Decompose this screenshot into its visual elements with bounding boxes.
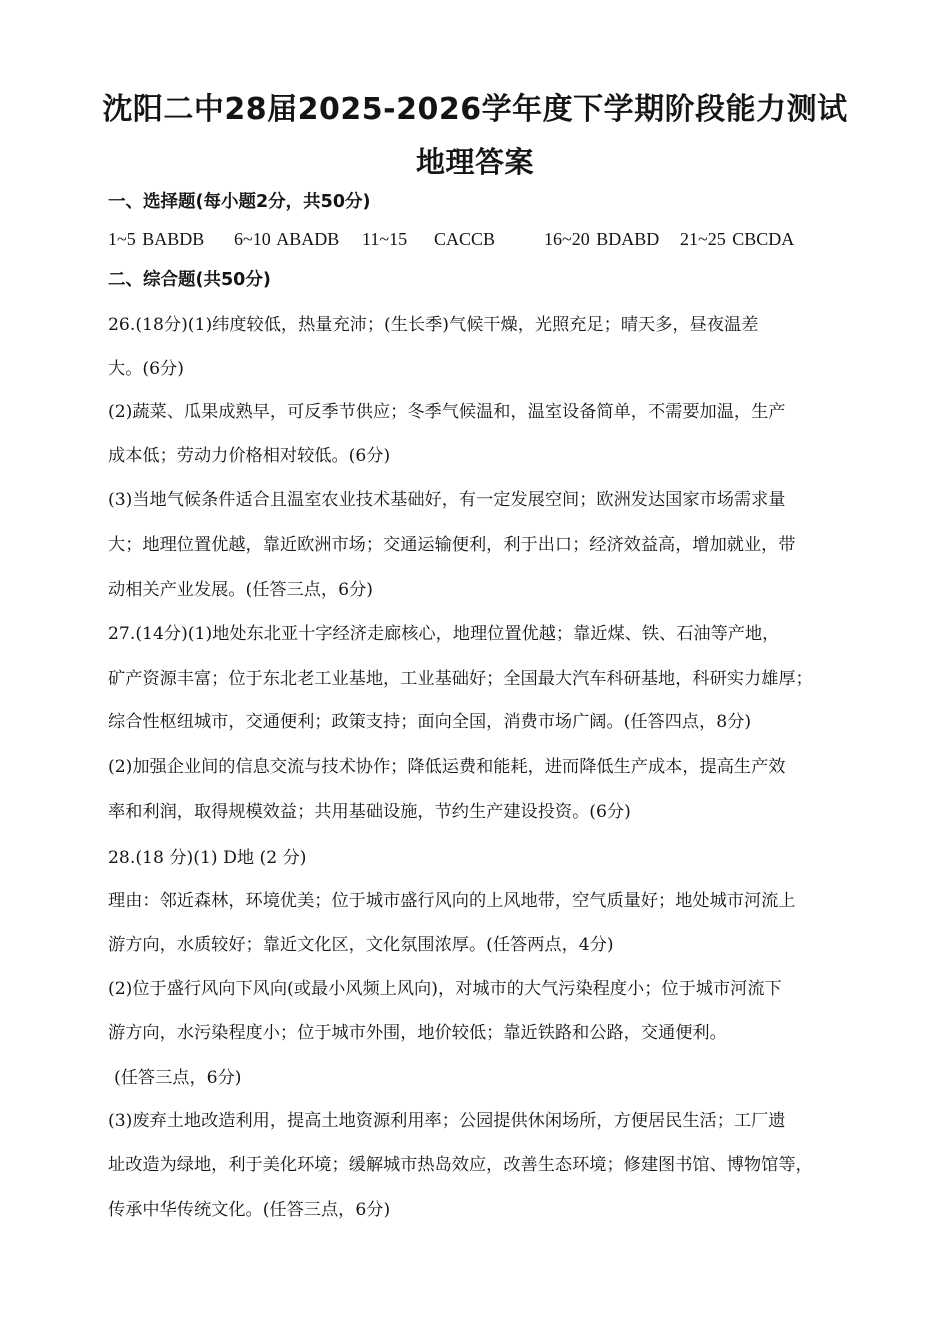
answer-line: 游方向，水质较好；靠近文化区，文化氛围浓厚。(任答两点，4分): [108, 935, 614, 955]
answer-group-21-25: 21~25 CBCDA: [680, 229, 795, 249]
answer-line: (3)当地气候条件适合且温室农业技术基础好，有一定发展空间；欧洲发达国家市场需求量: [108, 490, 786, 510]
answer-line: 28.(18 分)(1) D地 (2 分): [108, 848, 307, 868]
answer-line: 率和利润，取得规模效益；共用基础设施，节约生产建设投资。(6分): [108, 802, 631, 822]
choice-answers-row: [108, 227, 848, 251]
answer-group-16-20: 16~20 BDABD: [544, 229, 660, 249]
answer-group-1-5: 1~5 BABDB: [108, 229, 205, 249]
section-heading-choice: 一、选择题(每小题2分，共50分): [108, 192, 371, 212]
answer-line: 大。(6分): [108, 359, 184, 379]
answer-line: (任答三点，6分): [114, 1068, 242, 1088]
answer-line: 综合性枢纽城市，交通便利；政策支持；面向全国，消费市场广阔。(任答四点，8分): [108, 712, 752, 732]
document-title: 沈阳二中28届2025-2026学年度下学期阶段能力测试: [102, 92, 848, 127]
answer-line: 理由：邻近森林，环境优美；位于城市盛行风向的上风地带，空气质量好；地处城市河流上: [108, 891, 796, 911]
answer-line: 27.(14分)(1)地处东北亚十字经济走廊核心，地理位置优越；靠近煤、铁、石油等产地，: [108, 624, 780, 644]
document-subtitle: 地理答案: [415, 145, 534, 179]
answer-line: 大；地理位置优越，靠近欧洲市场；交通运输便利，利于出口；经济效益高，增加就业，带: [108, 535, 796, 555]
answer-line: (2)蔬菜、瓜果成熟早，可反季节供应；冬季气候温和，温室设备简单，不需要加温，生产: [108, 402, 786, 422]
section-heading-comprehensive: 二、综合题(共50分): [108, 270, 271, 290]
answer-group-11-15-values: CACCB: [434, 229, 496, 249]
answer-line: (2)位于盛行风向下风向(或最小风频上风向)，对城市的大气污染程度小；位于城市河流下: [108, 979, 782, 999]
answer-line: 动相关产业发展。(任答三点，6分): [108, 580, 373, 600]
answer-line: (3)废弃土地改造利用，提高土地资源利用率；公园提供休闲场所，方便居民生活；工厂遗: [108, 1111, 786, 1131]
answer-line: 成本低；劳动力价格相对较低。(6分): [108, 446, 391, 466]
answer-line: 传承中华传统文化。(任答三点，6分): [108, 1200, 391, 1220]
answer-group-6-10: 6~10 ABADB: [234, 229, 340, 249]
answer-line: 矿产资源丰富；位于东北老工业基地，工业基础好；全国最大汽车科研基地，科研实力雄厚；: [108, 669, 813, 689]
answer-group-11-15-label: 11~15: [362, 229, 408, 249]
answer-line: 址改造为绿地，利于美化环境；缓解城市热岛效应，改善生态环境；修建图书馆、博物馆等，: [108, 1155, 813, 1175]
answer-line: 26.(18分)(1)纬度较低，热量充沛；(生长季)气候干燥，光照充足；晴天多，昼夜温差: [108, 315, 759, 335]
answer-line: 游方向，水污染程度小；位于城市外围，地价较低；靠近铁路和公路，交通便利。: [108, 1023, 727, 1043]
answer-line: (2)加强企业间的信息交流与技术协作；降低运费和能耗，进而降低生产成本，提高生产效: [108, 757, 786, 777]
